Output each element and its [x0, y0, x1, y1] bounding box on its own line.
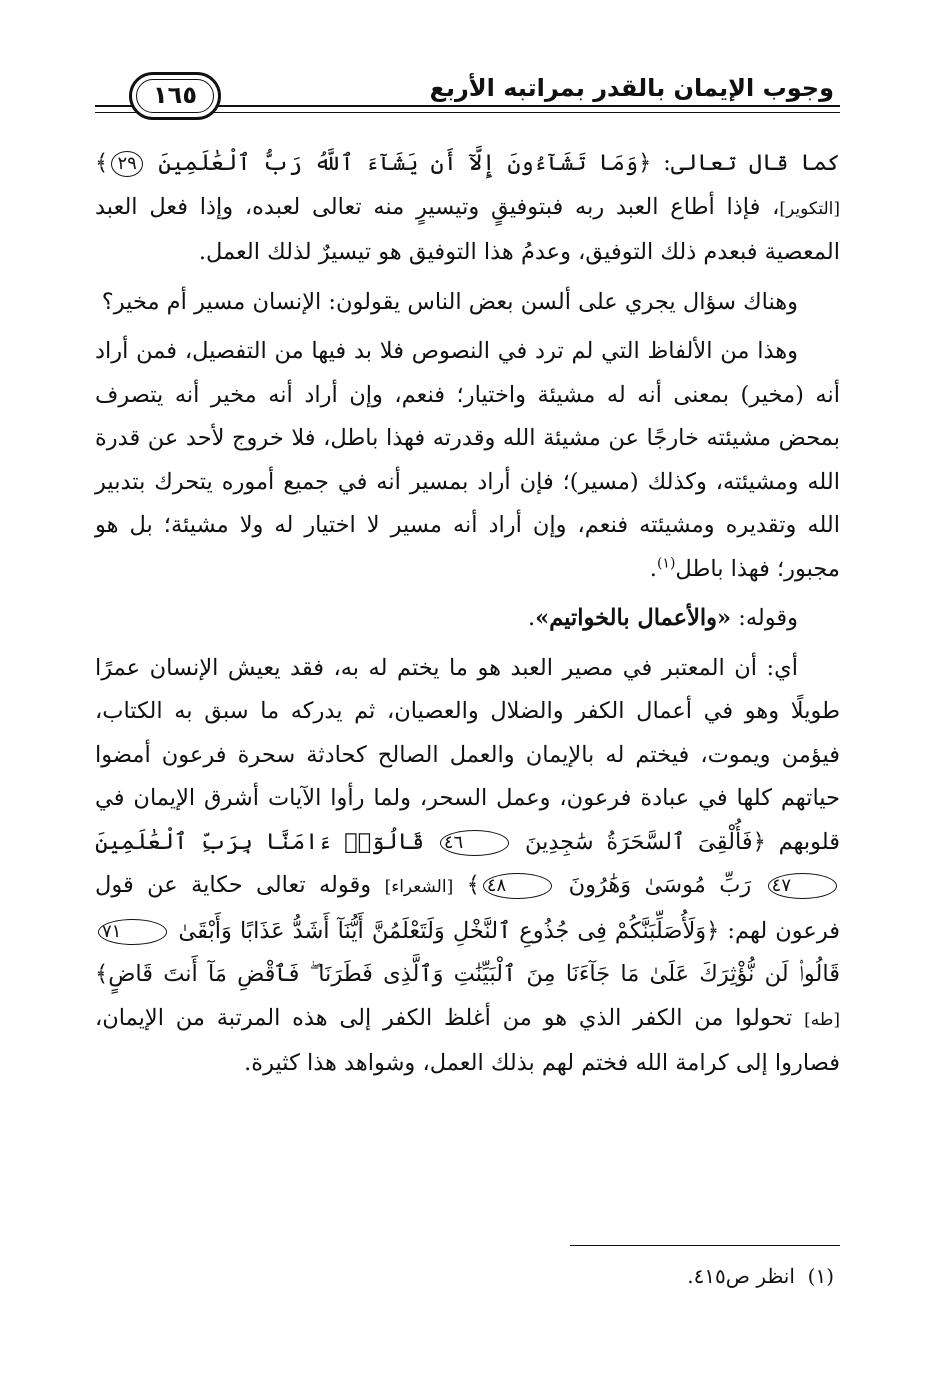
- quran-text: وَمَا تَشَآءُونَ إِلَّآ أَن يَشَآءَ ٱللَّهُ رَبُّ ٱلْعَٰلَمِينَ: [158, 150, 639, 176]
- ayah-number-marker: ٤٧: [768, 873, 837, 899]
- page-header: [95, 60, 840, 126]
- p3-text: وهذا من الألفاظ التي لم ترد في النصوص فلا بد فيها من التفصيل، فمن أراد أنه (مخير) بمعنى أنه له مشيئة واختيار؛ فنعم، وإن أراد أنه مخير أنه يتصرف بمحض مشيئته خارجًا عن مشيئة الله وقدرته فهذا باطل، فلا خروج لأحد عن قدرة الله ومشيئته، وكذلك (مسير)؛ فإن أراد بمسير أنه في جميع أموره يتحرك بتدبير الله وتقديره ومشيئته فنعم، وإن أراد أنه مسير لا اختيار له ولا مشيئة؛ بل هو مجبور؛ فهذا باطل: [95, 338, 840, 582]
- quran-text: فَأُلْقِىَ ٱلسَّحَرَةُ سَٰجِدِينَ: [524, 828, 753, 855]
- footnote: [687, 1260, 834, 1292]
- ayah-number-marker: ٤٦: [440, 830, 509, 856]
- paragraph-4: [95, 597, 840, 641]
- quran-text: قَالُوٓا۟ ءَامَنَّا بِرَبِّ ٱلْعَٰلَمِينَ: [95, 828, 425, 855]
- running-title: وجوب الإيمان بالقدر بمراتبه الأربع: [429, 74, 834, 102]
- p3-end: .: [649, 555, 657, 582]
- p1-rest: ، فإذا أطاع العبد ربه فبتوفيقٍ وتيسيرٍ منه تعالى لعبده، وإذا فعل العبد المعصية فبعدم ذلك التوفيق، وعدمُ هذا التوفيق هو تيسيرٌ لذلك العمل.: [95, 193, 840, 265]
- quran-text: قَالُوا۟ لَن نُّؤْثِرَكَ عَلَىٰ مَا جَآءَنَا مِنَ ٱلْبَيِّنَٰتِ وَٱلَّذِى فَطَرَنَا ۖ فَٱقْضِ مَآ أَنتَ قَاضٍ: [108, 961, 840, 987]
- page-number-frame: [129, 72, 221, 120]
- book-page: [95, 60, 840, 1350]
- quran-close-bracket: ﴾: [95, 961, 109, 987]
- ayah-number-marker: ٤٨: [483, 873, 552, 899]
- quran-text: رَبِّ مُوسَىٰ وَهَٰرُونَ: [568, 872, 752, 898]
- surah-reference: [طه]: [804, 1009, 840, 1030]
- quran-open-bracket: ﴿: [638, 150, 652, 176]
- p4-intro: وقوله:: [731, 605, 798, 631]
- p5-part2: وقوله تعالى حكاية عن قول فرعون لهم:: [95, 872, 841, 944]
- paragraph-1: [95, 142, 840, 275]
- page-number: ١٦٥: [153, 81, 197, 109]
- quran-text: وَلَأُصَلِّبَنَّكُمْ فِى جُذُوعِ ٱلنَّخْلِ وَلَتَعْلَمُنَّ أَيُّنَآ أَشَدُّ عَذَابًا وَأَبْقَىٰ: [178, 917, 707, 944]
- quran-open-bracket: ﴿: [752, 828, 766, 855]
- footnote-marker: (١): [807, 1264, 834, 1288]
- p5-part3: تحولوا من الكفر الذي هو من أغلظ الكفر إلى هذه المرتبة من الإيمان، فصاروا إلى كرامة الله فختم لهم بذلك العمل، وشواهد هذا كثيرة.: [95, 1004, 840, 1076]
- ayah-number-marker: ٧١: [98, 919, 167, 945]
- p1-intro: كما قال تعالى:: [651, 150, 840, 176]
- surah-reference: [الشعراء]: [384, 877, 454, 897]
- hadith-quote: «والأعمال بالخواتيم»: [535, 605, 732, 631]
- quran-verse-takwir: [95, 150, 651, 176]
- paragraph-5: [95, 647, 840, 1086]
- p4-end: .: [527, 605, 536, 631]
- ayah-number-marker: ٢٩: [111, 151, 143, 177]
- surah-reference: [التكوير]: [779, 198, 840, 219]
- quran-close-bracket: ﴾: [95, 150, 109, 176]
- quran-open-bracket: ﴿: [706, 917, 720, 944]
- p5-part1: أي: أن المعتبر في مصير العبد هو ما يختم له به، فقد يعيش الإنسان عمرًا طويلًا وهو في أعمال الكفر والضلال والعصيان، ثم يدركه ما سبق به الكتاب، فيؤمن ويموت، فيختم له بالإيمان والعمل الصالح كحادثة سحرة فرعون أمضوا حياتهم كلها في عبادة فرعون، وعمل السحر، ولما رأوا الآيات أشرق الإيمان في قلوبهم: [95, 654, 841, 855]
- footnote-text: انظر ص٤١٥.: [687, 1264, 795, 1288]
- footnote-separator: [570, 1245, 840, 1246]
- footnote-reference[interactable]: (١): [656, 555, 676, 571]
- paragraph-2: وهناك سؤال يجري على ألسن بعض الناس يقولون: الإنسان مسير أم مخير؟: [101, 288, 798, 315]
- paragraph-3: [95, 330, 840, 591]
- body-text: [95, 142, 840, 1086]
- quran-close-bracket: ﴾: [466, 872, 480, 898]
